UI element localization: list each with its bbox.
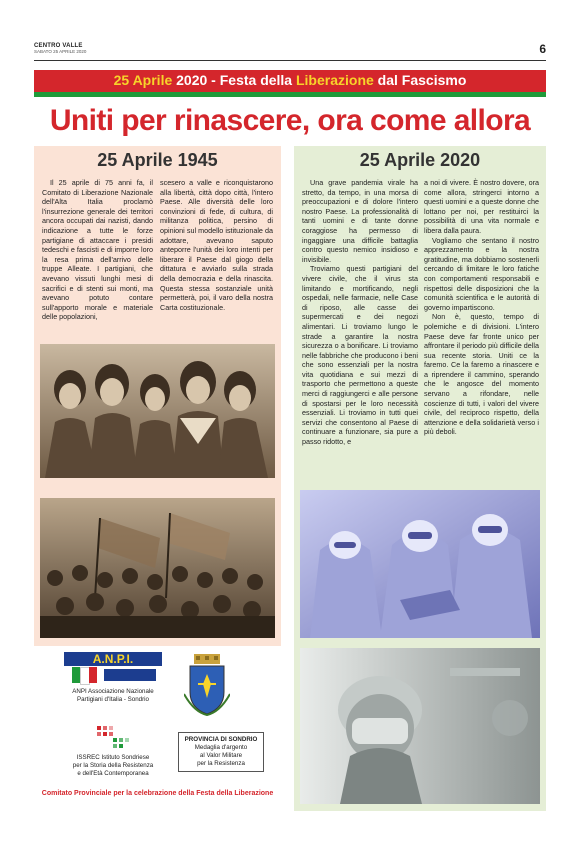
anpi-flag-green [72,667,80,683]
issrec-logo-block [54,724,172,778]
article-1945-col2 [160,178,273,312]
page-number: 6 [539,42,546,56]
photo-medical-staff [300,490,540,638]
banner-text: 2020 - Festa della [172,71,296,88]
page-headline: Uniti per rinascere, ora come allora [49,104,531,137]
issrec-caption-line: per la Storia della Resistenza [72,762,154,769]
masthead [34,43,86,54]
paragraph: Una grave pandemia virale ha stretto, da tempo, in una morsa di preoccupazioni e di dolore l'intero nostro Paese. La professionalità di tanti uomini e di tante donne coraggiose ha permesso di ingaggiare una difficile battaglia contro questo nemico insidioso e invisibile. [302,178,418,264]
publication-name: CENTRO VALLE [34,43,83,49]
paragraph: Il 25 aprile di 75 anni fa, il Comitato di Liberazione Nazionale dell'Alta Italia proclamò l'insurrezione generale dei territori ancora occupati dai nazisti, dando indicazione a tutte le forze partigiane di attaccare i presidi tedeschi e fascisti e di imporre loro la resa prima dell'arrivo delle truppe Alleate. I partigiani, che avevano vissuti lunghi mesi di sacrifici e di stenti sui monti, ma avevano potuto contare sull'apporto morale e materiale delle popolazioni, [42,178,153,322]
issrec-caption-line: ISSREC Istituto Sondriese [76,754,150,761]
issrec-logo-icon [95,724,131,750]
photo-women-celebrating [40,344,275,478]
banner-highlight: Liberazione [295,71,374,88]
banner [34,70,546,89]
provincia-line: al Valor Militare [199,752,243,759]
banner-date: 25 Aprile [113,71,173,88]
paragraph: Vogliamo che sentano il nostro apprezzamento e la nostra gratitudine, ma dobbiamo sostenerli cercando di limitare le loro fatiche con comportamenti responsabili e rispettosi delle disposizioni che la comunità scientifica e le autorità di governo impartiscono. [424,235,539,312]
photo-surgeon [300,648,540,804]
anpi-caption-line: ANPI Associazione Nazionale [72,688,154,695]
paragraph: a noi di vivere. È nostro dovere, ora come allora, stringerci intorno a questi uomini e a queste donne che lottano per noi, per restituirci la possibilità di una vita normale e libera dalla paura. [424,178,539,235]
anpi-logo [64,652,162,684]
issrec-caption [54,754,172,778]
paragraph: scesero a valle e riconquistarono alla libertà, città dopo città, l'intero Paese. Alle diversità delle loro convinzioni di fede, di cultura, di militanza politica, persino di opinioni sul modello istituzionale da adottare, avevano saputo anteporre l'unità dei loro intenti per liberare il Paese dal giogo della dittatura e avviarlo sulla strada della democrazia e della rinascita. Questa stessa sostanziale unità permetterà, poi, il varo della nostra Carta costituzionale. [160,178,273,312]
paragraph: Non è, questo, tempo di polemiche e di divisioni. L'intero Paese deve far fronte unico per affrontare il periodo più difficile della sua recente storia. Uniti ce la faremo. Ce la faremo a rinascere e a riprendere il cammino, sperando che le angosce del momento servano a rifondare, nelle coscienze di tutti, i valori del vivere civile, del reciproco rispetto, della attenzione e della solidarietà verso i più deboli. [424,312,539,437]
article-2020-col1 [302,178,418,447]
anpi-bar [104,669,156,681]
section-2020-title: 25 Aprile 2020 [359,150,481,170]
provincia-line: Medaglia d'argento [194,744,248,751]
section-1945 [34,146,281,646]
anpi-caption-line: Partigiani d'Italia - Sondrio [76,696,150,703]
article-1945-col1 [42,178,153,322]
photo-crowd-flags [40,498,275,638]
anpi-flag-red [89,667,97,683]
provincia-line: per la Resistenza [197,760,245,767]
anpi-caption [58,688,168,704]
issrec-caption-line: e dell'Età Contemporanea [77,770,149,777]
comitato-footer: Comitato Provinciale per la celebrazione della Festa della Liberazione [41,790,274,797]
provincia-title: PROVINCIA DI SONDRIO [184,736,258,743]
paragraph: Troviamo questi partigiani del vivere civile, che il virus sta limitando e mortificando, negli ospedali, nelle farmacie, nelle Case di riposo, alle casse dei supermercati e dei negozi alimentari. Li troviamo lungo le strade a garantire la nostra sicurezza o a bonificare. Li troviamo nelle fabbriche che producono i beni che sono essenziali per la nostra vita quotidiana e sui mezzi di trasporto che permettono a queste merci di raggiungerci e alle persone di spostarsi per le loro necessità essenziali. Li troviamo in tutti quei servizi che consentono al Paese di continuare a funzionare, sia pure a passo ridotto, e [302,264,418,447]
section-1945-title: 25 Aprile 1945 [97,150,218,170]
anpi-logo-block [58,652,168,704]
article-2020-col2 [424,178,539,437]
banner-text-end: dal Fascismo [373,71,467,88]
provincia-coat-of-arms-icon [184,654,230,716]
section-2020 [294,146,546,811]
provincia-box [178,732,264,772]
publication-date: SABATO 25 APRILE 2020 [34,49,87,54]
banner-stripe-green [34,92,546,97]
anpi-mark: A.N.P.I. [64,652,162,666]
top-rule [34,60,546,61]
